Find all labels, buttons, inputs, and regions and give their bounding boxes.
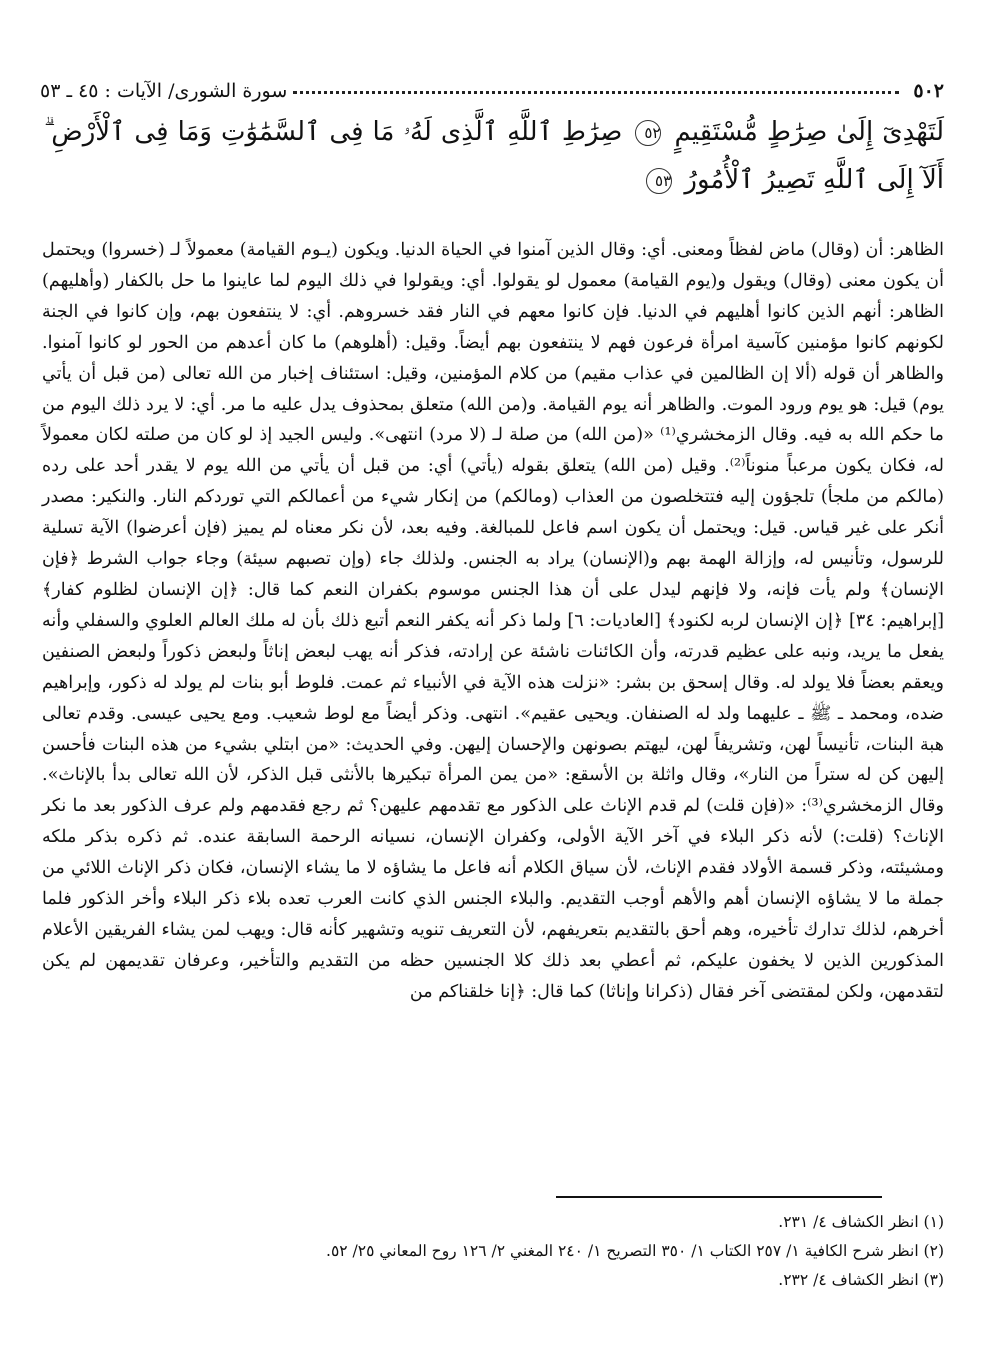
verse-number-marker: ٥٣: [646, 168, 672, 194]
footnote-1: (١) انظر الكشاف ٤/ ٢٣١.: [778, 1213, 944, 1231]
footnote-3: (٣) انظر الكشاف ٤/ ٢٣٢.: [778, 1271, 944, 1289]
header-dotted-rule: [293, 91, 899, 94]
quran-verses: [44, 108, 944, 204]
page-header: [40, 66, 944, 102]
footnotes: [40, 1208, 944, 1295]
page-number: ٥٠٢: [913, 80, 944, 102]
footnote-separator: [556, 1196, 882, 1198]
verse-text: ٱلْأُمُورُ: [684, 165, 755, 195]
verse-text: لَتَهْدِىٓ إِلَىٰ صِرَٰطٍ مُّسْتَقِيمٍ: [674, 117, 945, 147]
verse-text: صِرَٰطِ ٱللَّهِ ٱلَّذِى لَهُۥ مَا فِى ٱلسَّمَٰوَٰتِ وَمَا فِى ٱلْأَرْضِ ۗ أَلَآ إِلَى ٱللَّهِ تَصِيرُ: [44, 117, 944, 195]
footnote-2: (٢) انظر شرح الكافية ١/ ٢٥٧ الكتاب ١/ ٣٥٠ التصريح ١/ ٢٤٠ المغني ٢/ ١٢٦ روح المعاني ٢٥/ ٥٢.: [326, 1242, 944, 1260]
running-title: سورة الشورى/ الآيات : ٤٥ ـ ٥٣: [40, 80, 288, 102]
commentary-body: [42, 235, 944, 1008]
verse-number-marker: ٥٢: [635, 120, 661, 146]
commentary-paragraph: الظاهر: أن (وقال) ماض لفظاً ومعنى. أي: وقال الذين آمنوا في الحياة الدنيا. ويكون (يـوم القيامة) معمولاً لـ (خسروا) ويحتمل أن يكون معنى (وقال) ويقول و(يوم القيامة) معمول لو يقولوا. أي: ويقولوا في ذلك اليوم لما عاينوا ما حل بالكفار (وأهليهم) الظاهر: أنهم الذين كانوا أهليهم في الدنيا. فإن كانوا معهم في النار فقد خسروهم. أي: لا ينتفعون بهم، وإن كانوا في الجنة لكونهم كانوا مؤمنين كآسية امرأة فرعون فهم لا ينتفعون بهم أيضاً. وقيل: (أهلوهم) ما كان أعدهم من الحور لو كانوا آمنوا. والظاهر أن قوله (ألا إن الظالمين في عذاب مقيم) من كلام المؤمنين، وقيل: استئناف إخبار من الله تعالى (من قبل أن يأتي يوم) قيل: هو يوم ورود الموت. والظاهر أنه يوم القيامة. و(من الله) متعلق بمحذوف يدل عليه ما مر. أي: لا يرد ذلك اليوم من ما حكم الله به فيه. وقال الزمخشري⁽¹⁾ «(من الله) من صلة لـ (لا مرد) انتهى». وليس الجيد إذ لو كان من صلته لكان معمولاً له، فكان يكون مرعباً منوناً⁽²⁾. وقيل (من الله) يتعلق بقوله (يأتي) أي: من قبل أن يأتي من الله يوم لا يقدر أحد على رده (مالكم من ملجأ) تلجؤون إليه فتتخلصون من العذاب (ومالكم) من إنكار شيء من أعمالكم التي توردكم النار. والنكير: مصدر أنكر على غير قياس. قيل: ويحتمل أن يكون اسم فاعل للمبالغة. وفيه بعد، لأن نكر معناه لم يميز (فإن أعرضوا) الآية تسلية للرسول، وتأنيس له، وإزالة الهمة بهم و(الإنسان) يراد به الجنس. ولذلك جاء (وإن تصبهم سيئة) وجاء جواب الشرط ﴿فإن الإنسان﴾ ولم يأت فإنه، ولا فإنهم ليدل على أن هذا الجنس موسوم بكفران النعم كما قال: ﴿إن الإنسان لظلوم كفار﴾ [إبراهيم: ٣٤] ﴿إن الإنسان لربه لكنود﴾ [العاديات: ٦] ولما ذكر أنه يكفر النعم أتبع ذلك بأن له ملك العالم العلوي والسفلي وأنه يفعل ما يريد، ونبه على عظيم قدرته، وأن الكائنات ناشئة عن إرادته، فذكر أنه يهب لبعض إناثاً ولبعض ذكوراً ولبعض الصنفين ويعقم بعضاً فلا يولد له. وقال إسحق بن بشر: «نزلت هذه الآية في الأنبياء ثم عمت. فلوط أبو بنات لم يولد له ذكور، وإبراهيم ضده، ومحمد ـ ﷺ ـ عليهما ولد له الصنفان. ويحيى عقيم». انتهى. وذكر أيضاً مع لوط شعيب. ومع يحيى عيسى. وقدم تعالى هبة البنات، تأنيساً لهن، وتشريفاً لهن، ليهتم بصونهن والإحسان إليهن. وفي الحديث: «من ابتلي بشيء من هذه البنات فأحسن إليهن كن له ستراً من النار»، وقال واثلة بن الأسقع: «من يمن المرأة تبكيرها بالأنثى قبل الذكر، لأن الله تعالى بدأ بالإناث». وقال الزمخشري⁽³⁾: «(فإن قلت) لم قدم الإناث على الذكور مع تقدمهم عليهن؟ ثم رجع فقدمهم ولم عرف الذكور بعد ما نكر الإناث؟ (قلت:) لأنه ذكر البلاء في آخر الآية الأولى، وكفران الإنسان، نسيانه الرحمة السابقة عنده. ثم ذكره بذكر ملكه ومشيئته، وذكر قسمة الأولاد فقدم الإناث، لأن سياق الكلام أنه فاعل ما يشاؤه لا ما يشاء الإنسان، فكان ذكر الإناث اللائي من جملة ما لا يشاؤه الإنسان أهم والأهم أوجب التقديم. والبلاء الجنس الذي كانت العرب تعده بلاء ذكر البلاء وأخر الذكور فلما أخرهم، لذلك تدارك تأخيره، وهم أحق بالتقديم بتعريفهم، لأن التعريف تنويه وتشهير كأنه قال: ويهب لمن يشاء الفريقين الأعلام المذكورين الذين لا يخفون عليكم، ثم أعطي بعد ذلك كلا الجنسين حظه من التقديم والتأخير، وعرفان تقديمهن لم يكن لتقدمهن، ولكن لمقتضى آخر فقال (ذكرانا وإناثا) كما قال: ﴿إنا خلقناكم من: [42, 240, 945, 1002]
